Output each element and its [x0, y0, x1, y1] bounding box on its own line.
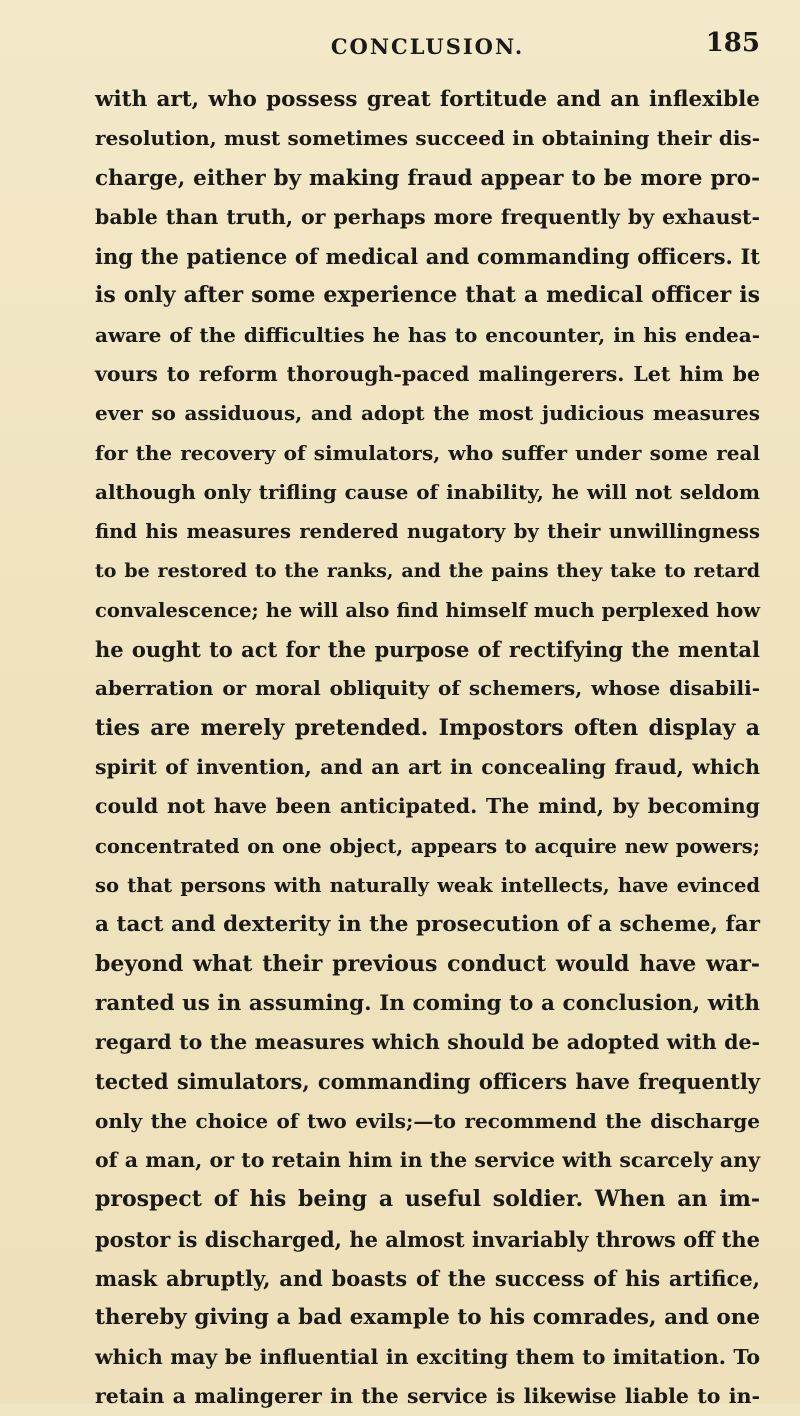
text-line: is only after some experience that a medical officer is [95, 282, 760, 309]
text-line: a tact and dexterity in the prosecution of a scheme, far [95, 912, 760, 938]
text-line: of a man, or to retain him in the service with scarcely any [95, 1148, 760, 1173]
text-line: ever so assiduous, and adopt the most judicious measures [95, 401, 760, 426]
text-line: beyond what their previous conduct would have war- [95, 950, 760, 977]
text-line: which may be influential in exciting them to imitation. To [95, 1344, 760, 1369]
text-line: concentrated on one object, appears to acquire new powers; [95, 834, 760, 858]
text-line: aware of the difficulties he has to encounter, in his endea- [95, 322, 760, 347]
page-number: 185 [705, 28, 760, 58]
text-line: find his measures rendered nugatory by their unwillingness [95, 520, 760, 544]
text-line: aberration or moral obliquity of schemers, whose disabili- [95, 676, 760, 701]
text-line: ing the patience of medical and commanding officers. It [95, 244, 760, 270]
text-line: thereby giving a bad example to his comrades, and one [95, 1305, 760, 1331]
text-line: postor is discharged, he almost invariably throws off the [95, 1226, 760, 1252]
body-text [95, 80, 760, 1416]
text-line: ties are merely pretended. Impostors often display a [95, 714, 760, 741]
text-line: tected simulators, commanding officers have frequently [95, 1069, 760, 1095]
text-line: so that persons with naturally weak intellects, have evinced [95, 873, 760, 897]
text-line: mask abruptly, and boasts of the success of his artifice, [95, 1265, 760, 1291]
text-line: he ought to act for the purpose of rectifying the mental [95, 637, 760, 663]
text-line: retain a malingerer in the service is likewise liable to in- [95, 1383, 760, 1408]
text-line: to be restored to the ranks, and the pains they take to retard [95, 559, 760, 582]
text-line: regard to the measures which should be adopted with de- [95, 1030, 760, 1055]
text-line: with art, who possess great fortitude and an inflexible [95, 87, 760, 112]
text-line: charge, either by making fraud appear to be more pro- [95, 165, 760, 191]
text-line: could not have been anticipated. The mind, by becoming [95, 794, 760, 819]
text-line: resolution, must sometimes succeed in obtaining their dis- [95, 126, 760, 151]
text-line: vours to reform thorough-paced malingerers. Let him be [95, 362, 760, 387]
text-line: prospect of his being a useful soldier. When an im- [95, 1186, 760, 1213]
running-title: CONCLUSION. [330, 34, 525, 59]
text-line: although only trifling cause of inability, he will not seldom [95, 479, 760, 504]
text-line: for the recovery of simulators, who suffer under some real [95, 440, 760, 465]
text-line: convalescence; he will also find himself much perplexed how [95, 598, 760, 622]
text-line: only the choice of two evils;—to recommend the discharge [95, 1108, 760, 1133]
text-line: spirit of invention, and an art in concealing fraud, which [95, 755, 760, 780]
text-line: ranted us in assuming. In coming to a conclusion, with [95, 990, 760, 1016]
text-line: bable than truth, or perhaps more frequently by exhaust- [95, 204, 760, 229]
running-head [95, 16, 760, 62]
